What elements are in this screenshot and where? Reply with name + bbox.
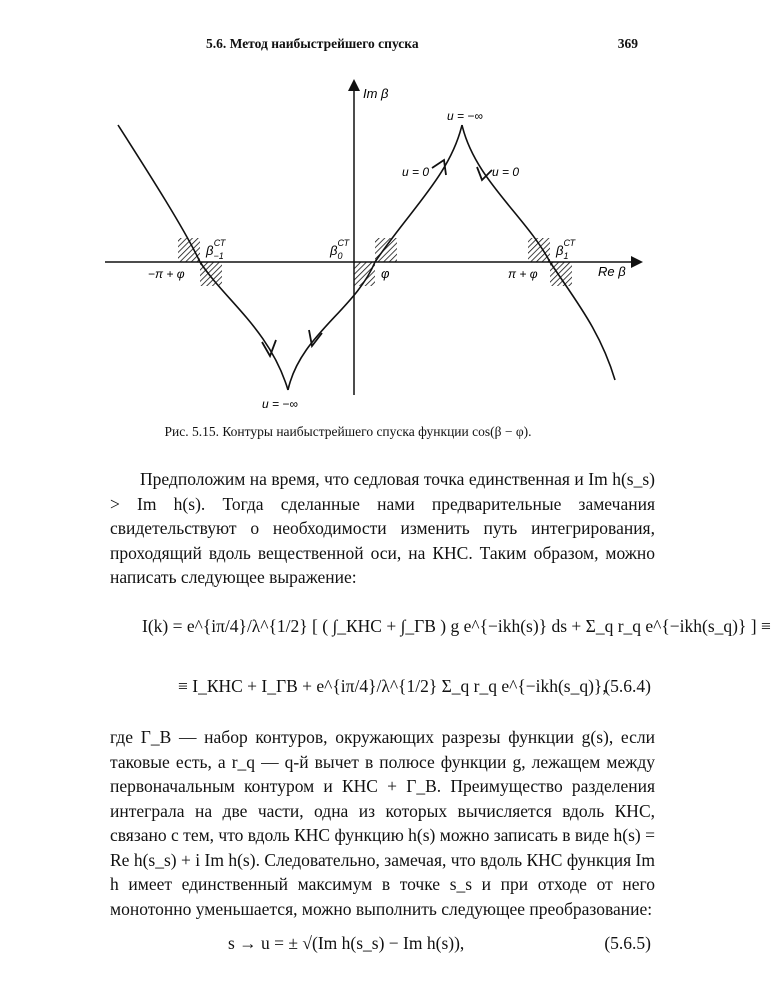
eq-5-6-4-line1: I(k) = e^{iπ/4}/λ^{1/2} [ ( ∫_КНС + ∫_ΓВ ) g e^{−ikh(s)} ds + Σ_q r_q e^{−ikh(s_q)} ] ≡	[142, 616, 771, 636]
eq-5-6-5-number: (5.6.5)	[604, 933, 651, 953]
equation-5-6-4	[0, 598, 771, 708]
contour-diagram	[0, 60, 696, 420]
figure-caption: Рис. 5.15. Контуры наибыстрейшего спуска функции cos(β − φ).	[164, 424, 532, 439]
hatch-right-upper	[528, 238, 550, 262]
minus-pi-phi-label: −π + φ	[148, 267, 185, 281]
phi-label: φ	[381, 266, 390, 281]
beta0-label: $\beta_0СТ$	[330, 238, 350, 261]
equation-5-6-5	[0, 925, 696, 965]
u-bottom-label: u = −∞	[262, 397, 298, 411]
pi-phi-label: π + φ	[508, 267, 538, 281]
page-number: 369	[617, 36, 638, 51]
page-header	[60, 36, 650, 56]
u0-right-label: u = 0	[492, 165, 520, 179]
u0-left-label: u = 0	[402, 165, 430, 179]
im-axis-label: Im β	[363, 86, 389, 101]
eq-5-6-4-line2: ≡ I_КНС + I_ΓВ + e^{iπ/4}/λ^{1/2} Σ_q r_q e^{−ikh(s_q)},	[178, 676, 607, 696]
paragraph-2: где Γ_В — набор контуров, окружающих разрезы функции g(s), если таковые есть, а r_q — q-й вычет в полюсе функции g, лежащем между первоначальным контуром и КНС + Γ_В. Преимущество разделения интеграла на две части, одна из которых вычисляется вдоль КНС, связано с тем, что вдоль КНС функцию h(s) можно записать в виде h(s) = Re h(s_s) + i Im h(s). Следовательно, замечая, что вдоль КНС функция Im h имеет единственный максимум в точке s_s и при отходе от него монотонно уменьшается, можно выполнить следующее преобразование:	[110, 727, 655, 919]
re-axis-label: Re β	[598, 264, 626, 279]
eq-5-6-4-number: (5.6.4)	[604, 676, 651, 696]
contour-right-top	[462, 125, 550, 262]
eq-5-6-5-body: s → u = ± √(Im h(s_s) − Im h(s)),	[228, 933, 465, 953]
beta1-label: $\beta_1СТ$	[556, 238, 576, 261]
figure-5-15	[0, 60, 696, 420]
paragraph-1: Предположим на время, что седловая точка единственная и Im h(s_s) > Im h(s). Тогда сделанные нами предварительные замечания свидетельствуют о необходимости изменить путь интегрирования, проходящий вдоль вещественной оси, на КНС. Таким образом, можно написать следующее выражение:	[110, 469, 655, 587]
beta-minus1-label: $\beta_{-1}СТ$	[206, 238, 226, 261]
u-top-label: u = −∞	[447, 109, 483, 123]
section-title: 5.6. Метод наибыстрейшего спуска	[206, 36, 419, 51]
